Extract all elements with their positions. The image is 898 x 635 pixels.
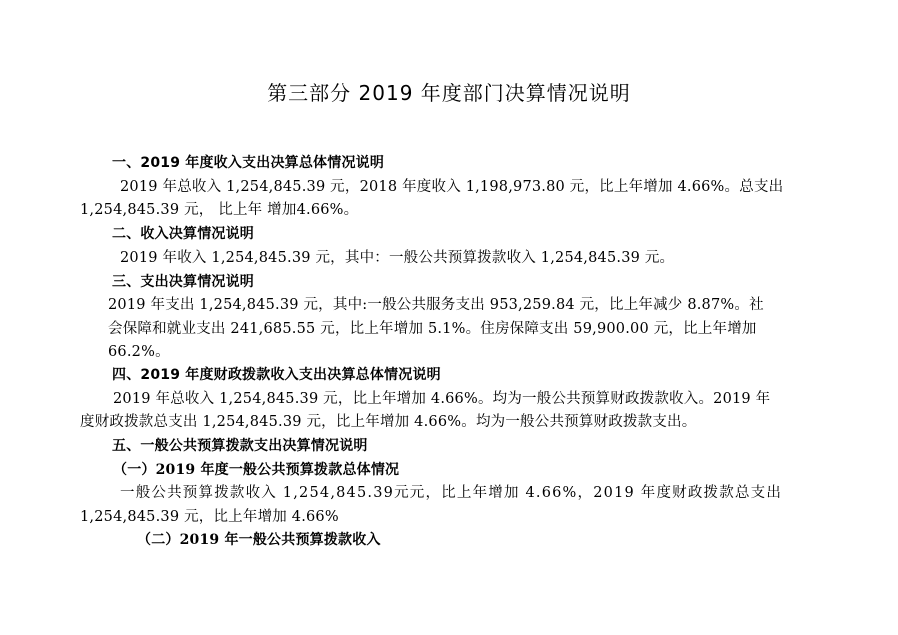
section-5-heading: 五、一般公共预算拨款支出决算情况说明 (112, 438, 368, 454)
section-1-line-1: 2019 年总收入 1,254,845.39 元，2018 年度收入 1,198,973.80 元，比上年增加 4.66%。总支出 (120, 179, 784, 195)
section-4-line-2: 度财政拨款总支出 1,254,845.39 元，比上年增加 4.66%。均为一般公共预算财政拨款支出。 (80, 414, 697, 430)
section-4-heading: 四、2019 年度财政拨款收入支出决算总体情况说明 (112, 367, 441, 383)
section-3-line-2: 会保障和就业支出 241,685.55 元，比上年增加 5.1%。住房保障支出 59,900.00 元，比上年增加 (108, 321, 757, 337)
section-5-subheading-2: （二）2019 年一般公共预算拨款收入 (137, 532, 381, 548)
section-5-line-2: 1,254,845.39 元，比上年增加 4.66% (80, 509, 339, 525)
page-title: 第三部分 2019 年度部门决算情况说明 (267, 81, 631, 105)
section-1-heading: 一、2019 年度收入支出决算总体情况说明 (112, 155, 385, 171)
section-1-line-2: 1,254,845.39 元， 比上年 增加4.66%。 (80, 202, 359, 218)
section-3-heading: 三、支出决算情况说明 (112, 274, 254, 290)
section-2-line-1: 2019 年收入 1,254,845.39 元，其中：一般公共预算拨款收入 1,254,845.39 元。 (120, 250, 675, 266)
section-4-line-1: 2019 年总收入 1,254,845.39 元，比上年增加 4.66%。均为一般公共预算财政拨款收入。2019 年 (113, 391, 771, 407)
section-2-heading: 二、收入决算情况说明 (112, 226, 254, 242)
section-3-line-3: 66.2%。 (108, 344, 170, 360)
section-3-line-1: 2019 年支出 1,254,845.39 元，其中:一般公共服务支出 953,259.84 元，比上年减少 8.87%。社 (108, 297, 764, 313)
section-5-subheading-1: （一）2019 年度一般公共预算拨款总体情况 (113, 462, 400, 478)
section-5-line-1: 一般公共预算拨款收入 1,254,845.39元元，比上年增加 4.66%，2019 年度财政拨款总支出 (120, 485, 783, 501)
